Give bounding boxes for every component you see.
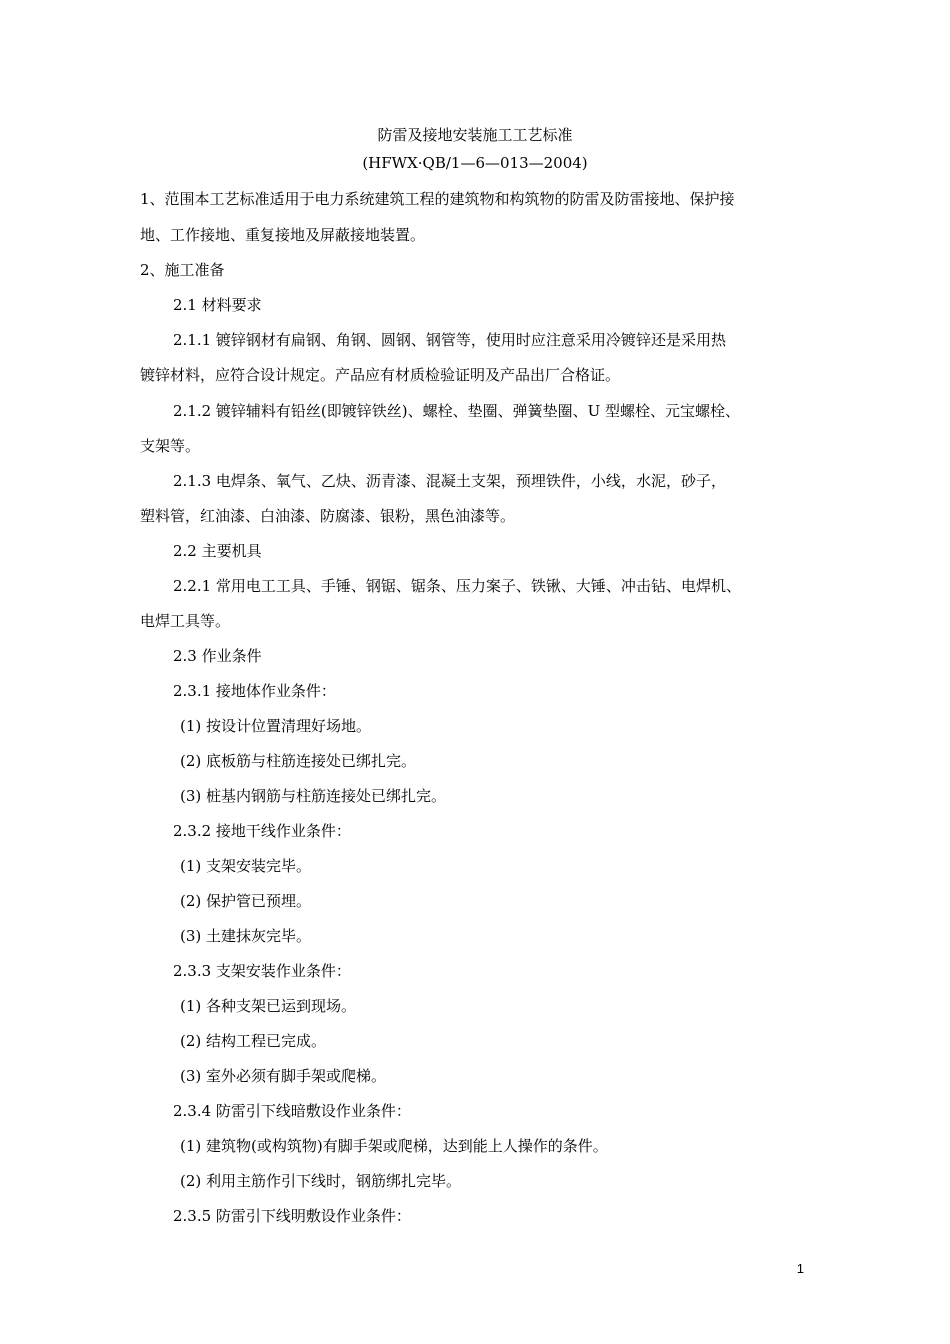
list-item: (2) 利用主筋作引下线时，钢筋绑扎完毕。	[180, 1172, 462, 1190]
text-line: 镀锌材料，应符合设计规定。产品应有材质检验证明及产品出厂合格证。	[140, 366, 621, 384]
page-number: 1	[796, 1261, 804, 1276]
list-item: (1) 按设计位置清理好场地。	[180, 717, 372, 735]
text-line: 2.2.1 常用电工工具、手锤、钢锯、锯条、压力案子、铁锹、大锤、冲击钻、电焊机、	[173, 577, 741, 595]
text-line: 支架等。	[140, 437, 201, 455]
document-title: 防雷及接地安装施工工艺标准	[377, 126, 573, 144]
list-item: (1) 支架安装完毕。	[180, 857, 312, 875]
text-line: 2.3.2 接地干线作业条件：	[173, 822, 351, 840]
subsection-heading: 2.1 材料要求	[173, 296, 262, 314]
list-item: (3) 室外必须有脚手架或爬梯。	[180, 1067, 387, 1085]
text-line: 2.3.4 防雷引下线暗敷设作业条件：	[173, 1102, 411, 1120]
text-line: 2.3.3 支架安装作业条件：	[173, 962, 351, 980]
list-item: (2) 结构工程已完成。	[180, 1032, 327, 1050]
text-line: 1、范围本工艺标准适用于电力系统建筑工程的建筑物和构筑物的防雷及防雷接地、保护接	[140, 190, 735, 208]
list-item: (3) 桩基内钢筋与柱筋连接处已绑扎完。	[180, 787, 447, 805]
text-line: 2.1.1 镀锌钢材有扁钢、角钢、圆钢、钢管等，使用时应注意采用冷镀锌还是采用热	[173, 331, 726, 349]
text-line: 2.1.3 电焊条、氧气、乙炔、沥青漆、混凝土支架，预埋铁件，小线，水泥，砂子，	[173, 472, 726, 490]
list-item: (3) 土建抹灰完毕。	[180, 927, 312, 945]
text-line: 塑料管，红油漆、白油漆、防腐漆、银粉，黑色油漆等。	[140, 507, 516, 525]
text-line: 地、工作接地、重复接地及屏蔽接地装置。	[140, 226, 426, 244]
list-item: (2) 底板筋与柱筋连接处已绑扎完。	[180, 752, 417, 770]
list-item: (1) 各种支架已运到现场。	[180, 997, 357, 1015]
subsection-heading: 2.2 主要机具	[173, 542, 262, 560]
section-heading: 2、施工准备	[140, 261, 225, 279]
list-item: (2) 保护管已预埋。	[180, 892, 312, 910]
document-code: (HFWX·QB/1—6—013—2004)	[362, 154, 588, 172]
text-line: 2.3.5 防雷引下线明敷设作业条件：	[173, 1207, 411, 1225]
text-line: 2.3.1 接地体作业条件：	[173, 682, 336, 700]
subsection-heading: 2.3 作业条件	[173, 647, 262, 665]
text-line: 电焊工具等。	[140, 612, 231, 630]
text-line: 2.1.2 镀锌辅料有铅丝(即镀锌铁丝)、螺栓、垫圈、弹簧垫圈、U 型螺栓、元宝螺栓、	[173, 402, 741, 420]
list-item: (1) 建筑物(或构筑物)有脚手架或爬梯，达到能上人操作的条件。	[180, 1137, 608, 1155]
